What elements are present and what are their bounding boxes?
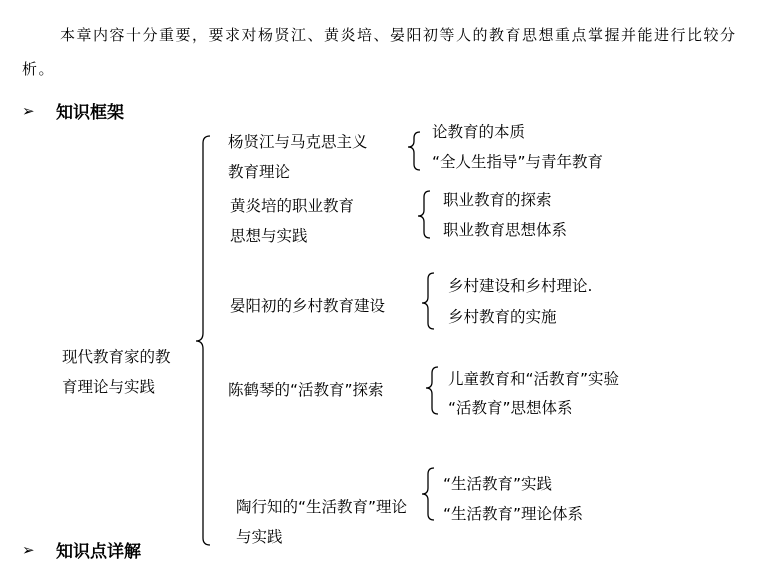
tree-leaf: 职业教育的探索 bbox=[443, 191, 552, 209]
root-brace bbox=[196, 136, 210, 545]
intro-paragraph: 本章内容十分重要，要求对杨贤江、黄炎培、晏阳初等人的教育思想重点掌握并能进行比较分析。 bbox=[22, 26, 737, 78]
tree-leaf: 乡村教育的实施 bbox=[448, 308, 557, 326]
tree-branch: 陈鹤琴的“活教育”探索 bbox=[228, 381, 384, 399]
tree-leaf: 论教育的本质 bbox=[432, 123, 526, 141]
arrow-bullet-icon: ➢ bbox=[22, 101, 35, 120]
branch-brace bbox=[422, 273, 434, 329]
tree-branch: 杨贤江与马克思主义 教育理论 bbox=[228, 133, 368, 181]
tree-leaf: “生活教育”实践 bbox=[443, 475, 553, 493]
tree-root: 现代教育家的教 育理论与实践 bbox=[62, 348, 171, 396]
tree-leaf: “活教育”思想体系 bbox=[448, 399, 573, 417]
tree-leaf: 职业教育思想体系 bbox=[443, 221, 568, 239]
tree-branch: 晏阳初的乡村教育建设 bbox=[230, 297, 386, 315]
branch-brace bbox=[418, 191, 430, 238]
arrow-bullet-icon: ➢ bbox=[22, 540, 35, 559]
section-title: 知识框架 bbox=[56, 103, 124, 123]
section-title: 知识点详解 bbox=[56, 542, 141, 562]
tree-leaf: 乡村建设和乡村理论. bbox=[448, 277, 593, 295]
branch-brace bbox=[408, 132, 420, 170]
branch-brace bbox=[426, 367, 438, 414]
tree-branch: 陶行知的“生活教育”理论 与实践 bbox=[236, 498, 408, 546]
tree-leaf: 儿童教育和“活教育”实验 bbox=[448, 370, 620, 388]
tree-leaf: “全人生指导”与青年教育 bbox=[432, 153, 604, 171]
branch-brace bbox=[422, 468, 434, 520]
tree-branch: 黄炎培的职业教育 思想与实践 bbox=[230, 197, 355, 245]
tree-leaf: “生活教育”理论体系 bbox=[443, 505, 584, 523]
